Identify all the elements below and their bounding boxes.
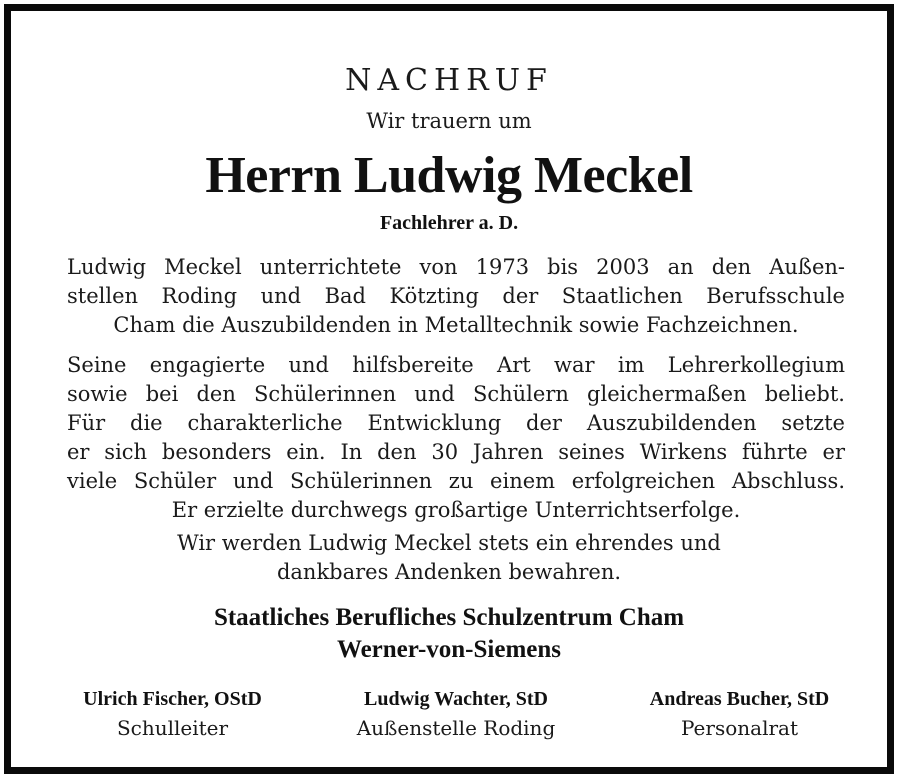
paragraph-line: Ludwig Meckel unterrichtete von 1973 bis 2003 an den Außen-: [67, 255, 845, 279]
signer-principal: [31, 685, 314, 743]
obituary-kicker: NACHRUF: [345, 63, 553, 98]
paragraph-line: stellen Roding und Bad Kötzting der Staatlichen Berufsschule: [67, 284, 845, 308]
signer-branch-head: [315, 685, 598, 743]
deceased-name: Herrn Ludwig Meckel: [205, 147, 693, 204]
closing-statement: [11, 529, 887, 587]
intro-line: Wir trauern um: [366, 109, 532, 133]
signer-title: Schulleiter: [116, 716, 229, 740]
closing-line: Wir werden Ludwig Meckel stets ein ehrendes und: [177, 531, 721, 555]
signer-name: Andreas Bucher, StD: [649, 688, 830, 710]
paragraph-tribute: [67, 351, 845, 525]
signer-name: Ulrich Fischer, OStD: [83, 688, 262, 710]
closing-line: dankbares Andenken bewahren.: [276, 560, 622, 584]
organization-line: Werner-von-Siemens: [336, 636, 562, 663]
paragraph-line: Cham die Auszubildenden in Metalltechnik sowie Fachzeichnen.: [113, 313, 799, 337]
paragraph-career: [67, 253, 845, 340]
organization-line: Staatliches Berufliches Schulzentrum Cham: [213, 604, 685, 631]
paragraph-line: sowie bei den Schülerinnen und Schülern gleichermaßen beliebt.: [67, 382, 845, 406]
signer-title: Außenstelle Roding: [356, 716, 556, 740]
deceased-title: Fachlehrer a. D.: [379, 212, 519, 234]
signers-row: [31, 685, 881, 743]
signer-staff-council: [598, 685, 881, 743]
organization-name: [11, 602, 887, 666]
signer-title: Personalrat: [681, 716, 798, 740]
obituary-frame: [4, 4, 894, 774]
signer-name: Ludwig Wachter, StD: [364, 688, 548, 710]
paragraph-line: Seine engagierte und hilfsbereite Art war im Lehrerkollegium: [67, 353, 845, 377]
paragraph-line: Er erzielte durchwegs großartige Unterrichtserfolge.: [171, 498, 741, 522]
paragraph-line: er sich besonders ein. In den 30 Jahren seines Wirkens führte er: [67, 440, 845, 464]
paragraph-line: Für die charakterliche Entwicklung der Auszubildenden setzte: [67, 411, 845, 435]
paragraph-line: viele Schüler und Schülerinnen zu einem erfolgreichen Abschluss.: [67, 469, 845, 493]
